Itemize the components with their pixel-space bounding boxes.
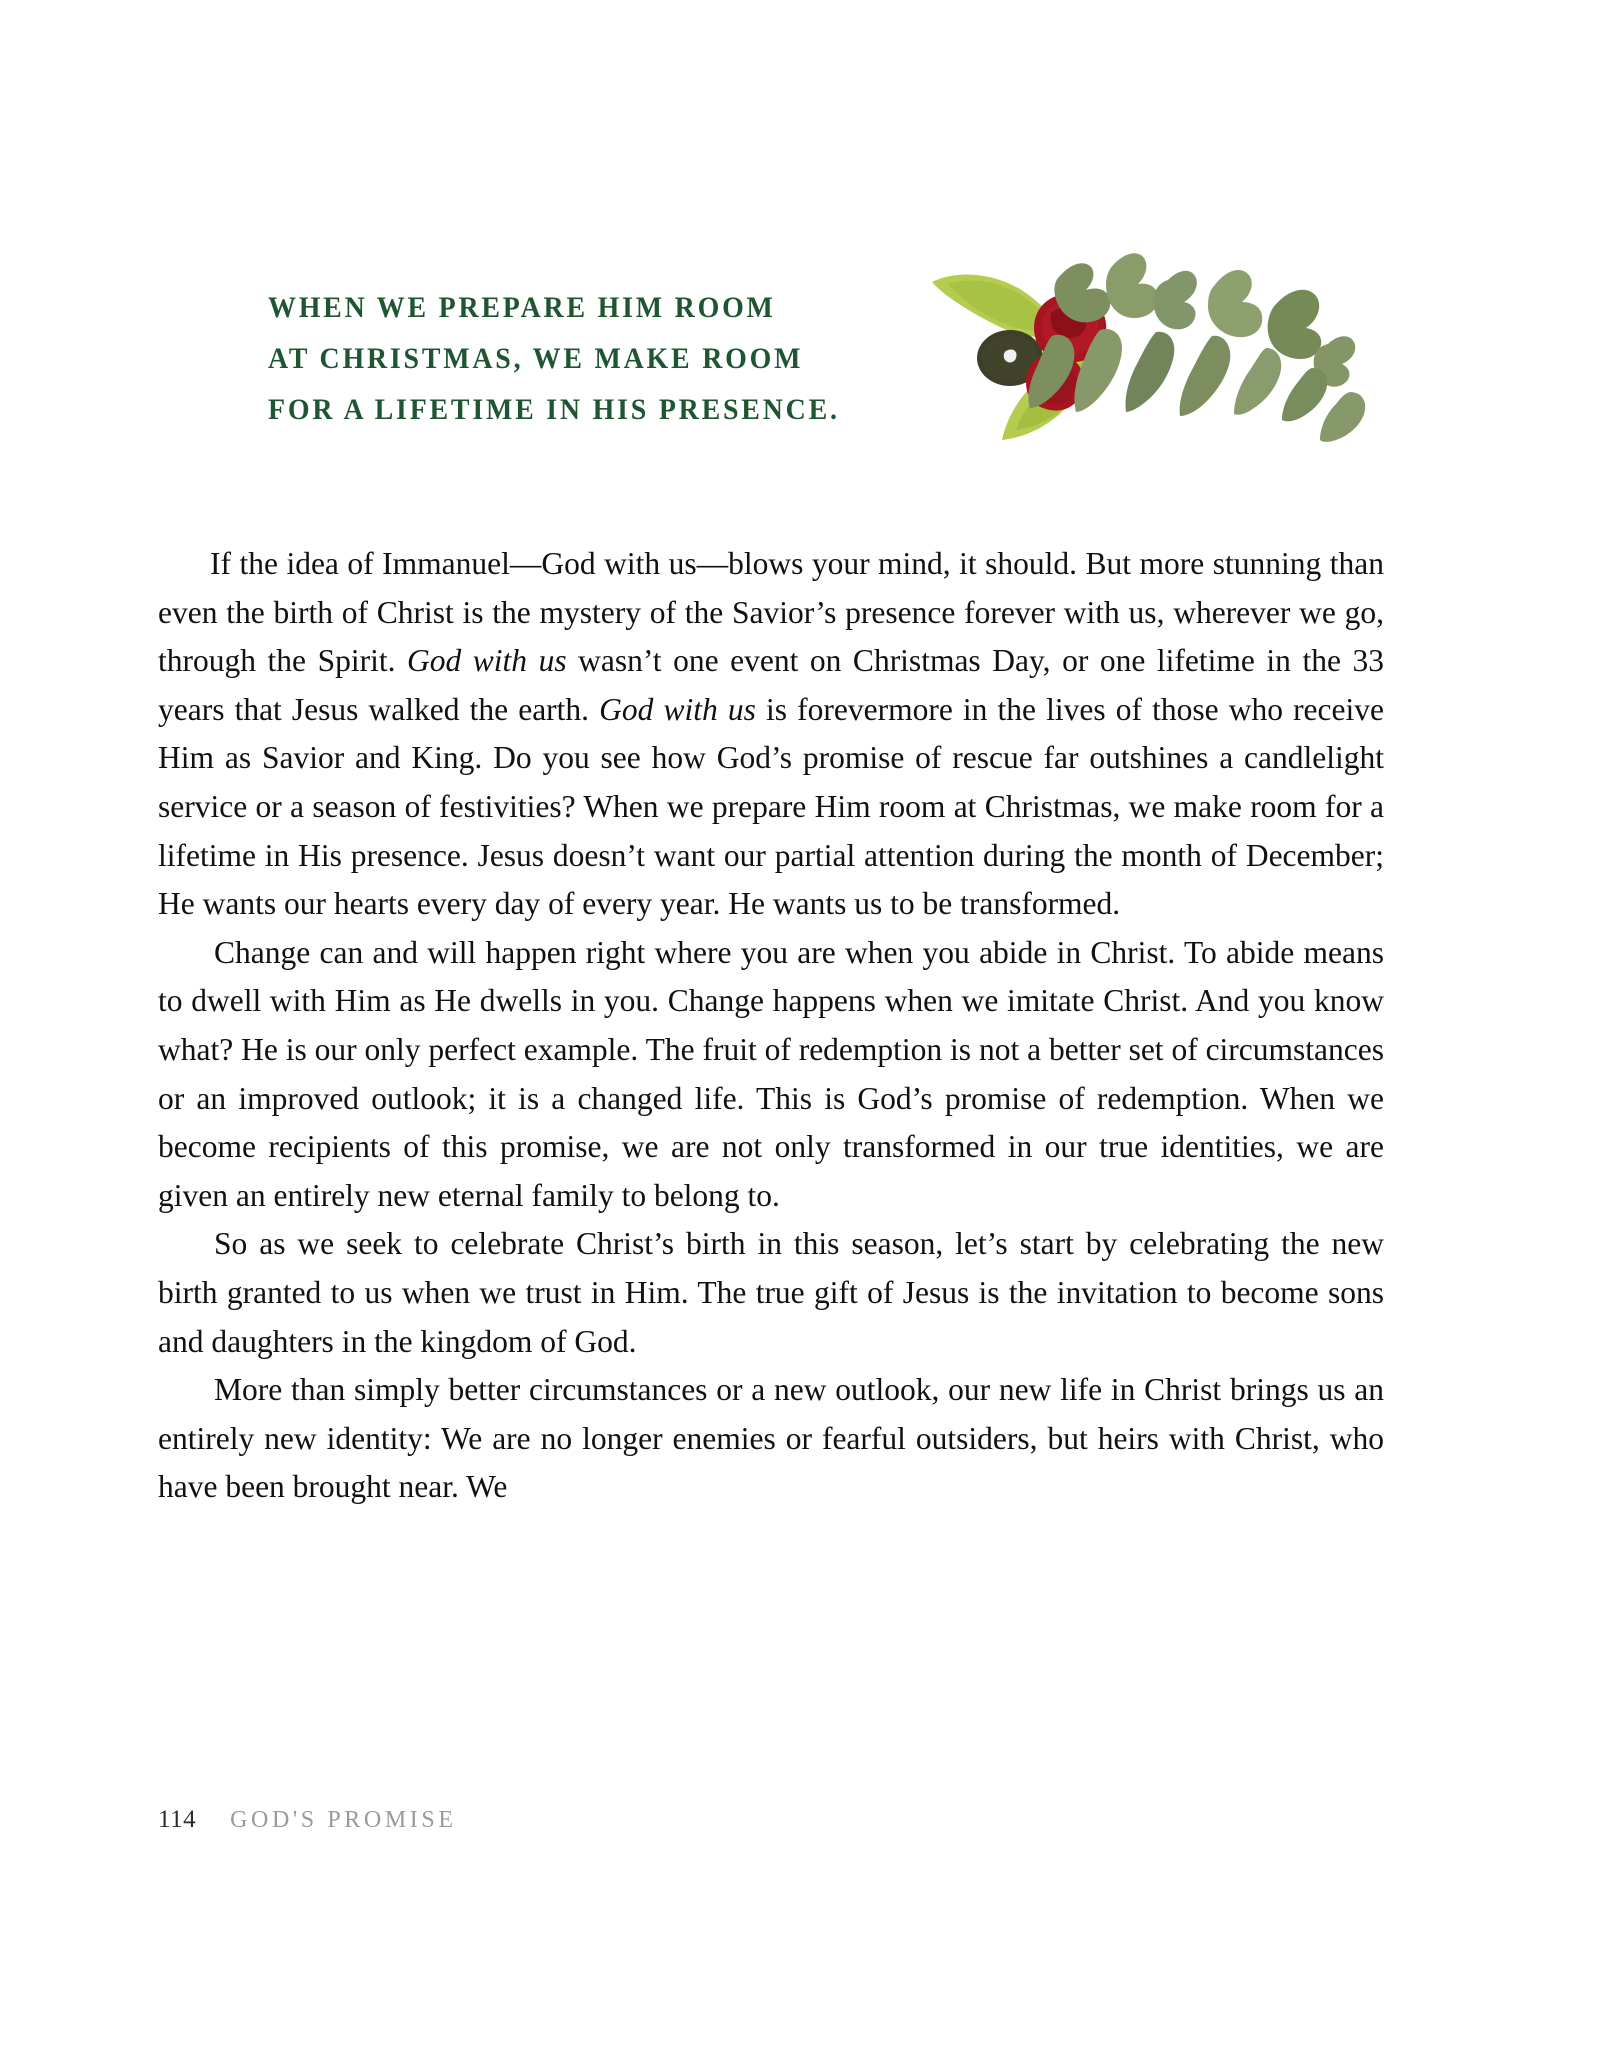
body-text-column [158, 540, 1384, 1512]
pull-quote [268, 282, 968, 435]
paragraph-2: Change can and will happen right where you are when you abide in Christ. To abide means to dwell with Him as He dwells in you. Change happens when we imitate Christ. And you know what? He is our only perfect example. The fruit of redemption is not a better set of circumstances or an improved outlook; it is a changed life. This is God’s promise of redemption. When we become recipients of this promise, we are not only transformed in our true identities, we are given an entirely new eternal family to belong to. [158, 934, 1384, 1213]
page-number: 114 [158, 1806, 197, 1833]
pull-quote-line-2: AT CHRISTMAS, WE MAKE ROOM [268, 342, 804, 375]
paragraph-3: So as we seek to celebrate Christ’s birth in this season, let’s start by celebrating the new birth granted to us when we trust in Him. The true gift of Jesus is the invitation to become sons and daughters in the kingdom of God. [158, 1226, 1384, 1359]
paragraph-4: More than simply better circumstances or a new outlook, our new life in Christ brings us an entirely new identity: We are no longer enemies or fearful outsiders, but heirs with Christ, who have been brought near. We [158, 1372, 1384, 1505]
pull-quote-line-3: FOR A LIFETIME IN HIS PRESENCE. [268, 393, 840, 426]
page-footer [158, 1806, 457, 1834]
watercolor-holly-and-fern-sprig-illustration [930, 240, 1400, 445]
pull-quote-line-1: WHEN WE PREPARE HIM ROOM [268, 291, 776, 324]
paragraph-1: If the idea of Immanuel—God with us—blows your mind, it should. But more stunning than even the birth of Christ is the mystery of the Savior’s presence forever with us, wherever we go, through the Spirit. God with us wasn’t one event on Christmas Day, or one lifetime in the 33 years that Jesus walked the earth. God with us is forevermore in the lives of those who receive Him as Savior and King. Do you see how God’s promise of rescue far outshines a candlelight service or a season of festivities? When we prepare Him room at Christmas, we make room for a lifetime in His presence. Jesus doesn’t want our partial attention during the month of December; He wants our hearts every day of every year. He wants us to be transformed. [158, 546, 1384, 922]
running-head: GOD'S PROMISE [230, 1807, 457, 1833]
